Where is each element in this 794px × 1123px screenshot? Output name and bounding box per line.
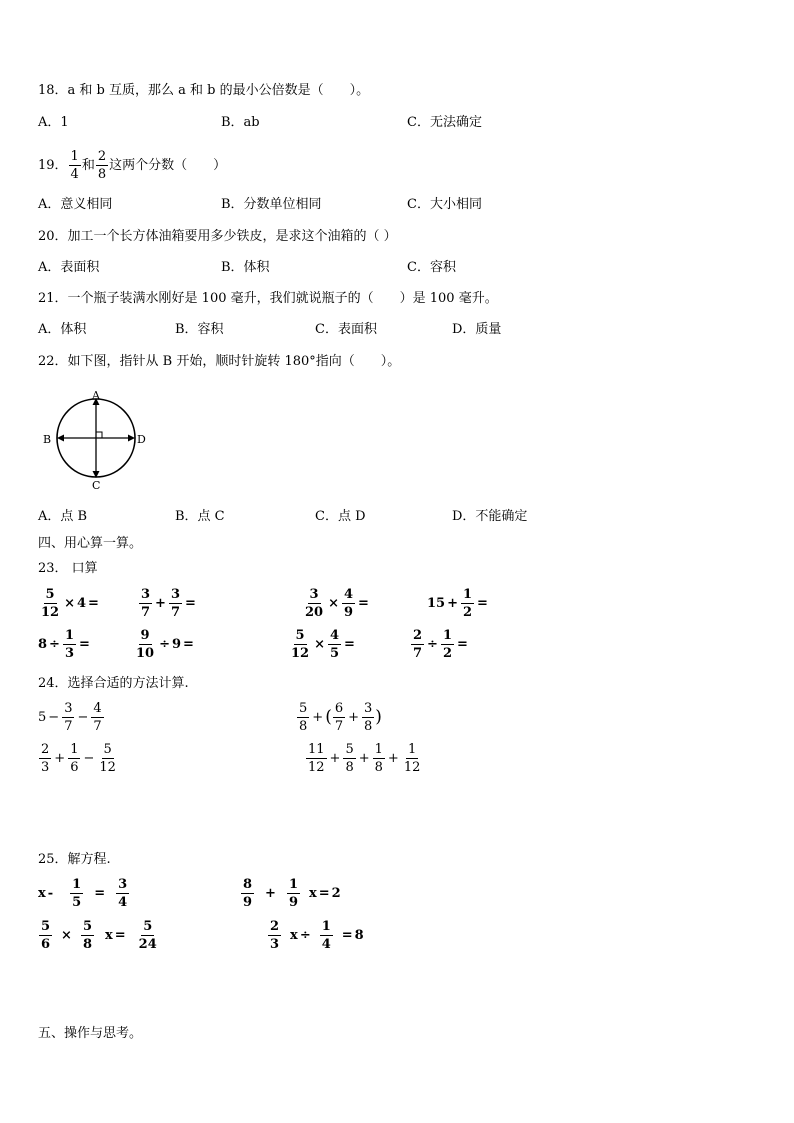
- q21-option-d: D．质量: [452, 322, 502, 337]
- q25-eq-4: $\frac{2}{3}$ x ÷ $\frac{1}{4}$ = 8: [270, 919, 364, 952]
- q22-stem: 22．如下图，指针从 B 开始，顺时针旋转 180°指向（ ）。: [38, 354, 401, 369]
- q19-option-c: C．大小相同: [407, 197, 482, 212]
- label-b: B: [43, 433, 52, 446]
- q18-option-a: A．1: [38, 115, 69, 130]
- q19-stem: [38, 150, 226, 181]
- arrow-left-icon: [57, 435, 64, 442]
- q19-fraction-1: $\frac{1}{4}$: [70, 149, 79, 182]
- q23-title: 23． 口算: [38, 561, 98, 576]
- q21-option-a: A．体积: [38, 322, 87, 337]
- q21-stem: 21．一个瓶子装满水刚好是 100 毫升，我们就说瓶子的（ ）是 100 毫升。: [38, 291, 498, 306]
- q19-tail: 这两个分数（ ）: [109, 158, 227, 173]
- q19-joiner: 和: [81, 158, 95, 173]
- q19-option-a: A．意义相同: [38, 197, 113, 212]
- q23-expr-2: $\frac{3}{7}$ + $\frac{3}{7}$ =: [141, 587, 196, 620]
- q20-option-c: C．容积: [407, 260, 456, 275]
- q25-eq-2: $\frac{8}{9}$ + $\frac{1}{9}$ x = 2: [243, 877, 341, 910]
- label-a: A: [92, 389, 100, 402]
- q18-option-b: B．ab: [221, 115, 260, 130]
- right-angle-mark: [96, 432, 102, 438]
- q23-expr-6: $\frac{9}{10}$ ÷ 9 =: [136, 628, 194, 661]
- q25-eq-1: x - $\frac{1}{5}$ = $\frac{3}{4}$: [38, 877, 128, 910]
- q21-option-b: B．容积: [175, 322, 224, 337]
- label-c: C: [92, 479, 101, 492]
- q24-expr-3: $\frac{2}{3}$ + $\frac{1}{6}$ − $\frac{5}{12}$: [41, 742, 116, 775]
- q23-expr-5: 8 ÷ $\frac{1}{3}$ =: [38, 628, 90, 661]
- q20-option-a: A．表面积: [38, 260, 100, 275]
- q24-expr-2: $\frac{5}{8}$ + ( $\frac{6}{7}$ + $\frac{3}{8}$ ): [299, 701, 382, 734]
- arrow-right-icon: [128, 435, 135, 442]
- q21-option-c: C．表面积: [315, 322, 377, 337]
- q23-expr-7: $\frac{5}{12}$ × $\frac{4}{5}$ =: [291, 628, 355, 661]
- q22-option-c: C．点 D: [315, 509, 366, 524]
- q22-option-a: A．点 B: [38, 509, 88, 524]
- q19-fraction-2: $\frac{2}{8}$: [97, 149, 107, 182]
- section-4-title: 四、用心算一算。: [38, 536, 143, 551]
- q23-expr-1: $\frac{5}{12}$ × 4 =: [41, 587, 99, 620]
- q23-expr-3: $\frac{3}{20}$ × $\frac{4}{9}$ =: [305, 587, 369, 620]
- label-d: D: [137, 433, 146, 446]
- q19-number: 19．: [38, 158, 68, 173]
- q24-expr-4: $\frac{11}{12}$ + $\frac{5}{8}$ + $\frac{1}{8}$ + $\frac{1}{12}$: [308, 742, 421, 775]
- section-5-title: 五、操作与思考。: [38, 1026, 143, 1041]
- q25-eq-3: $\frac{5}{6}$ × $\frac{5}{8}$ x = $\frac{5}{24}$: [41, 919, 157, 952]
- q19-option-b: B．分数单位相同: [221, 197, 322, 212]
- q22-compass-diagram: [40, 386, 155, 496]
- q18-stem: 18．a 和 b 互质，那么 a 和 b 的最小公倍数是（ ）。: [38, 83, 370, 98]
- q24-title: 24．选择合适的方法计算.: [38, 676, 189, 691]
- q20-option-b: B．体积: [221, 260, 270, 275]
- q18-option-c: C．无法确定: [407, 115, 482, 130]
- q23-expr-4: 15 + $\frac{1}{2}$ =: [427, 587, 488, 620]
- q22-option-b: B．点 C: [175, 509, 225, 524]
- q25-title: 25．解方程.: [38, 852, 111, 867]
- q23-expr-8: $\frac{2}{7}$ ÷ $\frac{1}{2}$ =: [413, 628, 468, 661]
- q22-option-d: D．不能确定: [452, 509, 528, 524]
- q24-expr-1: 5 − $\frac{3}{7}$ − $\frac{4}{7}$: [38, 701, 102, 734]
- q20-stem: 20．加工一个长方体油箱要用多少铁皮，是求这个油箱的（ ）: [38, 229, 397, 244]
